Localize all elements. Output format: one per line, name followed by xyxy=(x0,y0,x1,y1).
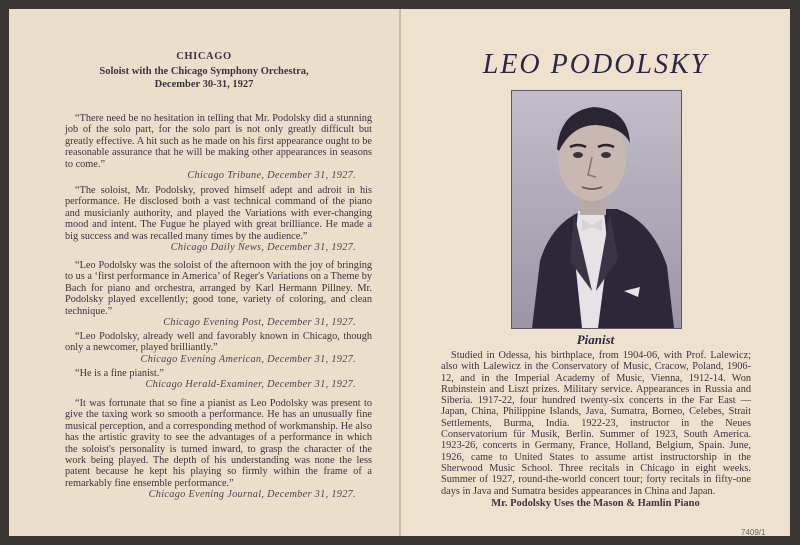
left-page xyxy=(9,9,399,536)
piano-endorsement: Mr. Podolsky Uses the Mason & Hamlin Piano xyxy=(491,498,700,509)
subtitle-line-2: December 30-31, 1927 xyxy=(154,79,254,90)
review-source: Chicago Evening Post, December 31, 1927. xyxy=(163,317,356,329)
review-source: Chicago Evening Journal, December 31, 1927. xyxy=(148,489,356,501)
review-evening-american xyxy=(65,331,372,365)
caption-pianist: Pianist xyxy=(576,332,615,347)
review-source: Chicago Daily News, December 31, 1927. xyxy=(170,242,356,254)
review-daily-news xyxy=(65,185,372,253)
review-text: “Leo Podolsky was the soloist of the afternoon with the joy of bringing to us a ‘first performance in America’ of Reger's Variations on a Theme by Bach for piano and orchestra, arranged by Karl Hermann Pillney. Mr. Podolsky played excellently; good tone, variety of coloring, and clean technique.” xyxy=(65,260,372,317)
review-text: “Leo Podolsky, already well and favorably known in Chicago, though only a newcomer, played brilliantly.” xyxy=(65,331,372,354)
portrait-figure-icon xyxy=(512,91,681,328)
review-evening-journal xyxy=(65,398,372,501)
review-text: “The soloist, Mr. Podolsky, proved himself adept and adroit in his performance. He disclosed both a vast technical command of the piano and musicianly authority, and played the Variations with ever-changing mood and intent. The Fugue he played with great brilliance. He made a big success and was recalled many times by the audience.” xyxy=(65,185,372,242)
right-page xyxy=(401,9,790,536)
portrait-photo xyxy=(511,90,682,329)
review-herald-examiner xyxy=(65,368,372,391)
artist-name: LEO PODOLSKY xyxy=(482,49,709,80)
catalog-mark: 7409/1 xyxy=(741,528,766,537)
review-text: “It was fortunate that so fine a pianist as Leo Podolsky was present to give the taxing work so smooth a performance. He has an unusually fine musical perception, and a corresponding method of workmanship. He also has the artistic gravity to see the advantages of a performance in which the soloist's personality is turned inward, to grasp the character of the work being played. The depth of his understanding was none the less patent because he kept his playing so firmly within the frame of a remarkably fine ensemble performance.” xyxy=(65,398,372,489)
review-evening-post xyxy=(65,260,372,328)
review-text: “He is a fine pianist.” xyxy=(75,368,164,379)
review-tribune xyxy=(65,113,372,181)
review-source: Chicago Evening American, December 31, 1927. xyxy=(140,353,356,365)
review-text: “There need be no hesitation in telling that Mr. Podolsky did a stunning job of the solo part, for the solo part is not only greatly difficult but greatly effective. A hit such as he made on his first appearance ought to be reasonable assurance that he will be making other appearances in seasons to come.” xyxy=(65,113,372,170)
review-source: Chicago Herald-Examiner, December 31, 1927. xyxy=(145,379,356,391)
biography-text: Studied in Odessa, his birthplace, from 1904-06, with Prof. Lalewicz; also with Lalewicz in the Conservatory of Music, Cracow, Poland, 1906-12, and in the Imperial Academy of Music, Vienna, 1912-14. Won Rubinstein and Liszt prizes. Military service. Appearances in Russia and Siberia. 1917-22, four hundred twenty-six concerts in the Far East — Japan, China, Philippine Islands, Java, Sumatra, Borneo, Celebes, Strait Settlements, Burma, India. 1922-23, instructor in the Neues Conservatorium für Musik, Berlin. Summer of 1923, South America. 1923-26, concerts in Germany, France, Holland, Belgium, Spain. June, 1926, came to United States to assume artist instructorship in the Sherwood Music School. Three recitals in Chicago in eight weeks. Summer of 1927, round-the-world concert tour; forty recitals in fifty-one days in Java and Sumatra besides appearances in China and Japan. xyxy=(441,350,751,497)
subtitle-line-1: Soloist with the Chicago Symphony Orchestra, xyxy=(99,66,309,77)
review-source: Chicago Tribune, December 31, 1927. xyxy=(187,170,356,182)
city-heading: CHICAGO xyxy=(176,51,232,62)
